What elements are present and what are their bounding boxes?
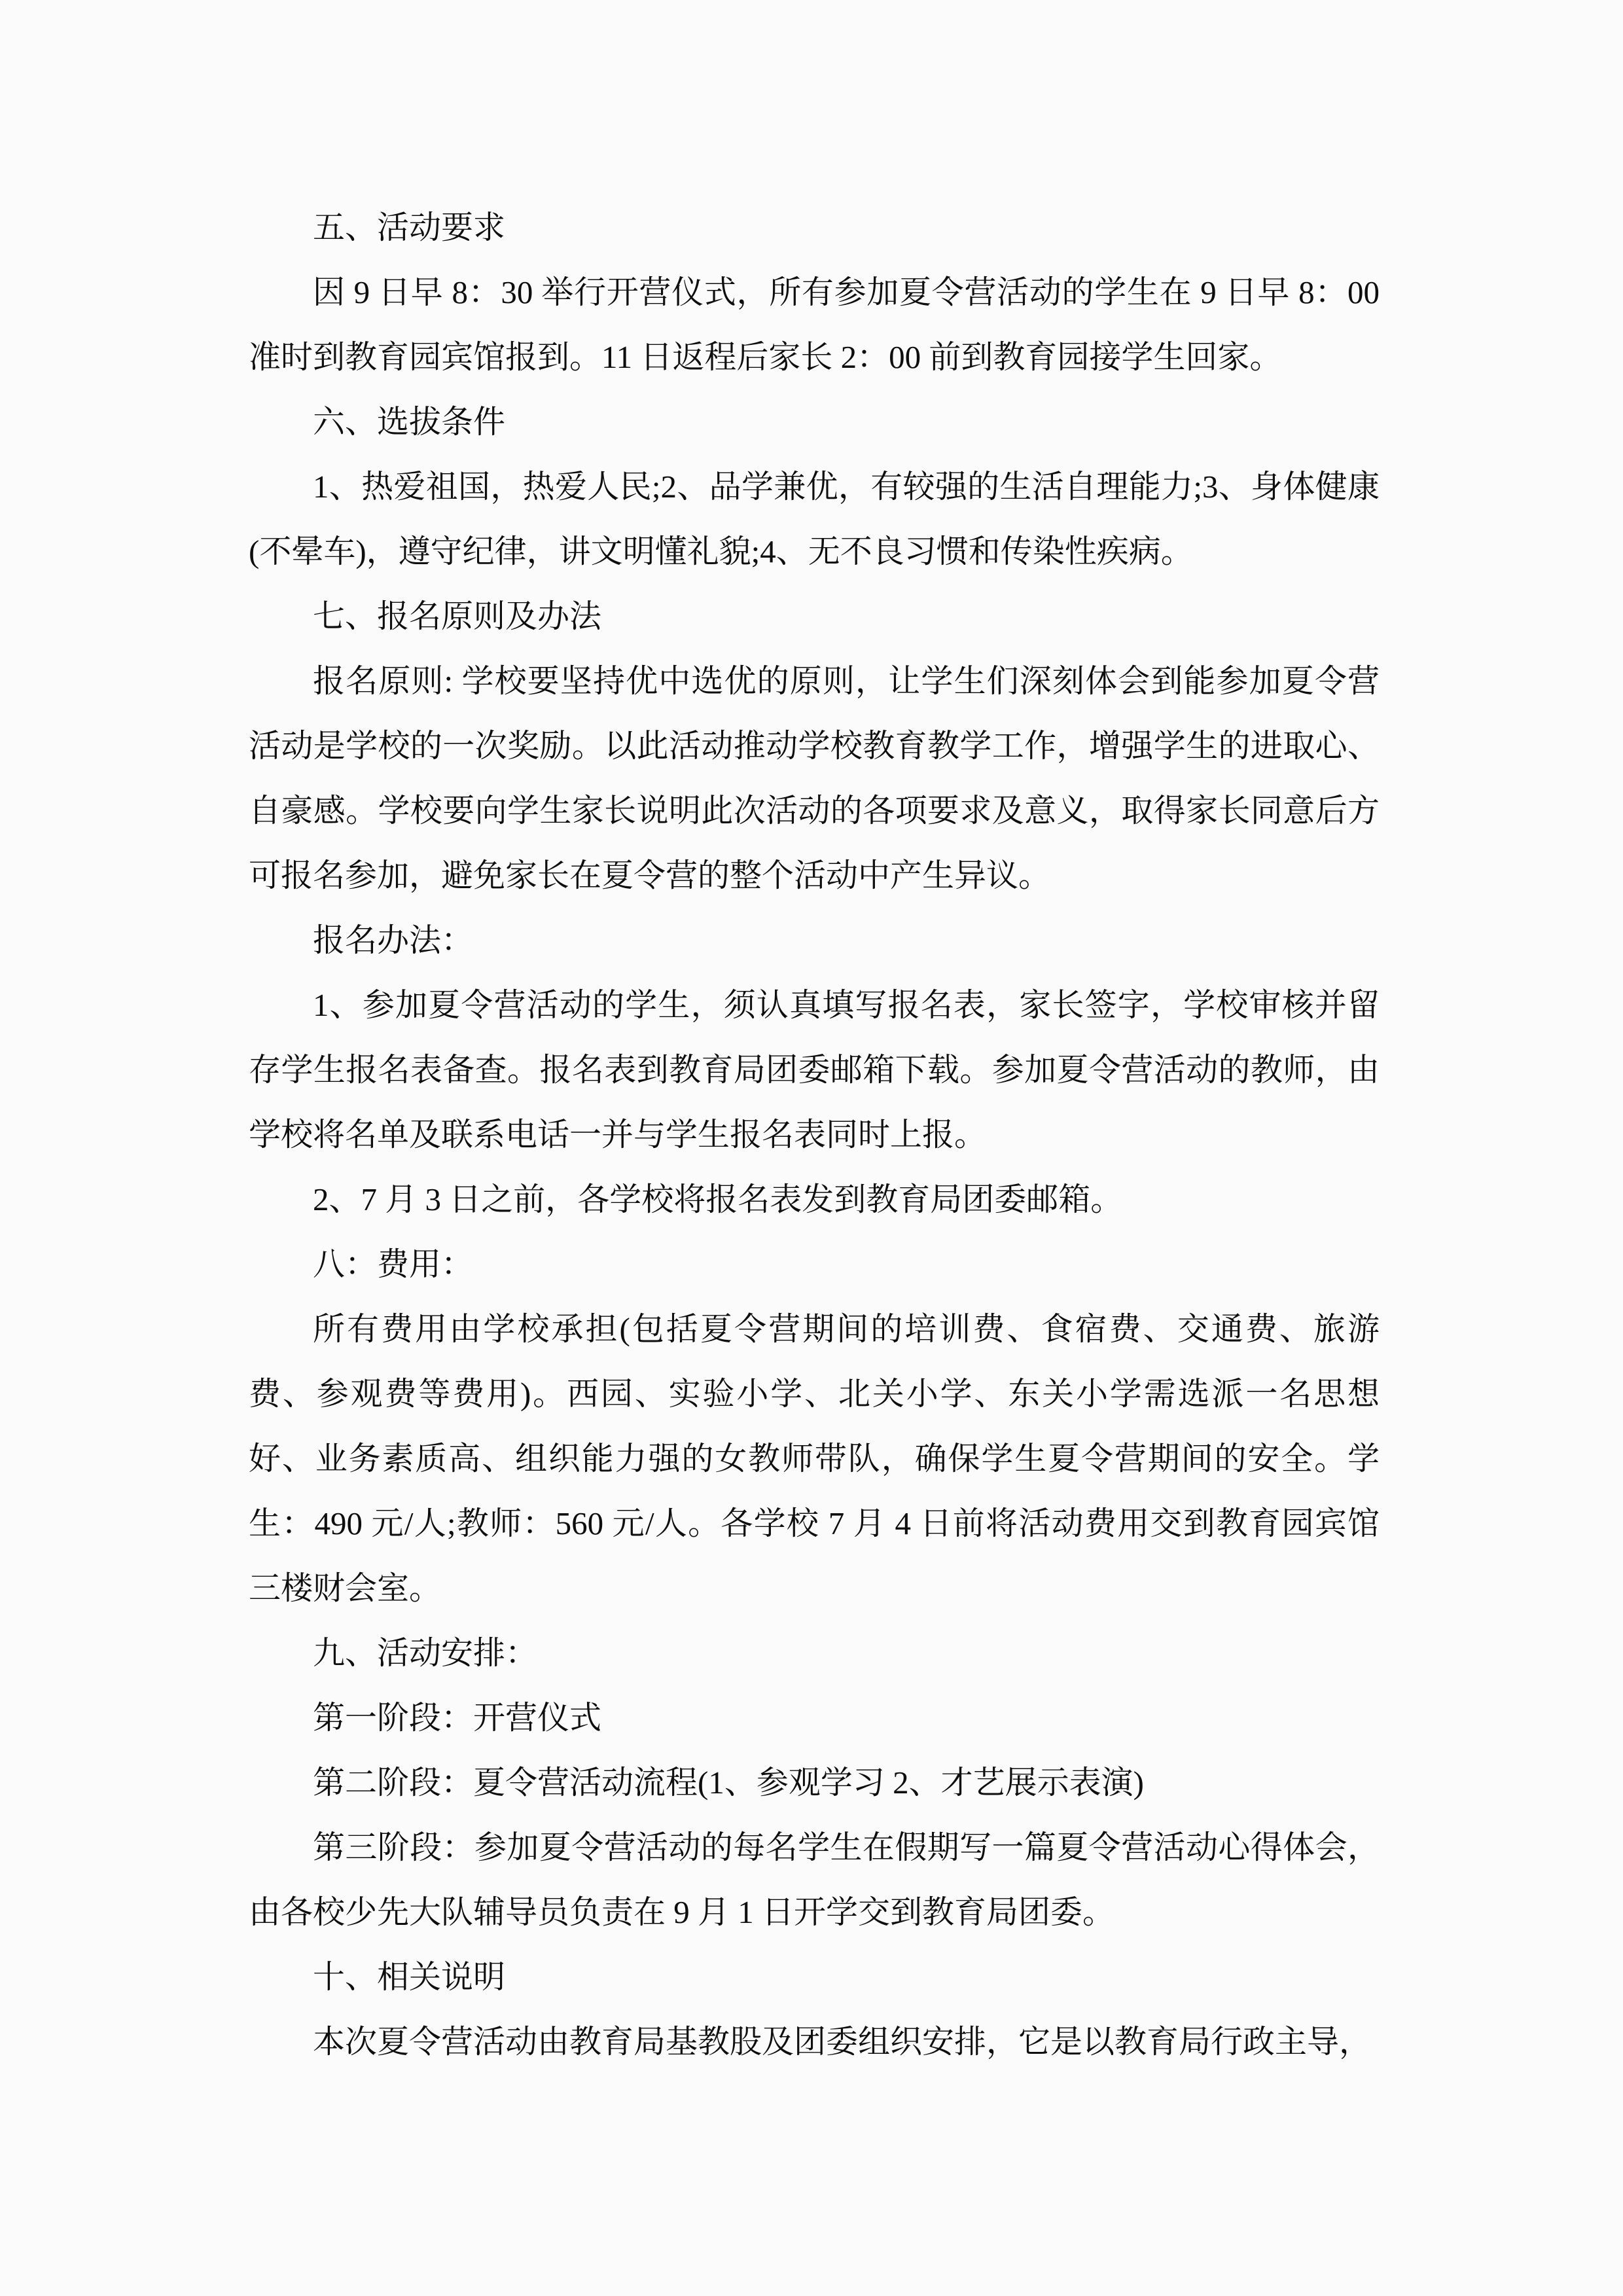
para-registration-method-label: 报名办法： [313,922,474,958]
section-heading-registration: 七、报名原则及办法 [313,598,602,634]
para-selection-criteria: 1、热爱祖国，热爱人民;2、品学兼优，有较强的生活自理能力;3、身体健康(不晕车)，遵守纪律，讲文明懂礼貌;4、无不良习惯和传染性疾病。 [249,469,1380,569]
section-heading-notes: 十、相关说明 [313,1959,506,1995]
section-heading-schedule: 九、活动安排： [313,1635,538,1671]
para-registration-principle: 报名原则: 学校要坚持优中选优的原则，让学生们深刻体会到能参加夏令营活动是学校的一次奖励。以此活动推动学校教育教学工作，增强学生的进取心、自豪感。学校要向学生家长说明此次活动的各项要求及意义，取得家长同意后方可报名参加，避免家长在夏令营的整个活动中产生异议。 [249,663,1380,893]
para-fees: 所有费用由学校承担(包括夏令营期间的培训费、食宿费、交通费、旅游费、参观费等费用)。西园、实验小学、北关小学、东关小学需选派一名思想好、业务素质高、组织能力强的女教师带队，确保学生夏令营期间的安全。学生：490 元/人;教师：560 元/人。各学校 7 月 4 日前将活动费用交到教育园宾馆三楼财会室。 [249,1311,1380,1606]
para-registration-method-1: 1、参加夏令营活动的学生，须认真填写报名表，家长签字，学校审核并留存学生报名表备查。报名表到教育局团委邮箱下载。参加夏令营活动的教师，由学校将名单及联系电话一并与学生报名表同时上报。 [249,987,1380,1153]
para-activity-requirements: 因 9 日早 8：30 举行开营仪式，所有参加夏令营活动的学生在 9 日早 8：00 准时到教育园宾馆报到。11 日返程后家长 2：00 前到教育园接学生回家。 [249,274,1380,375]
section-heading-selection-criteria: 六、选拔条件 [313,404,506,440]
para-notes: 本次夏令营活动由教育局基教股及团委组织安排，它是以教育局行政主导， [313,2024,1372,2060]
section-heading-fees: 八：费用： [313,1246,474,1282]
para-schedule-stage-1: 第一阶段：开营仪式 [313,1700,602,1736]
para-schedule-stage-2: 第二阶段：夏令营活动流程(1、参观学习 2、才艺展示表演) [313,1765,1144,1801]
para-registration-method-2: 2、7 月 3 日之前，各学校将报名表发到教育局团委邮箱。 [313,1181,1123,1217]
document-body [249,195,1380,2074]
section-heading-activity-requirements: 五、活动要求 [313,209,506,245]
para-schedule-stage-3: 第三阶段：参加夏令营活动的每名学生在假期写一篇夏令营活动心得体会，由各校少先大队辅导员负责在 9 月 1 日开学交到教育局团委。 [249,1829,1380,1930]
